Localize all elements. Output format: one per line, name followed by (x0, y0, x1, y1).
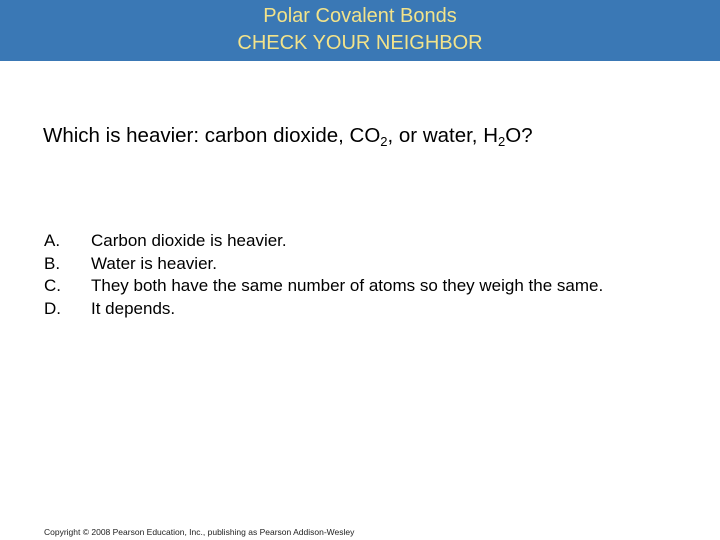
question-subscript-co2: 2 (380, 134, 388, 149)
choice-text: Water is heavier. (91, 253, 217, 273)
copyright-footer: Copyright © 2008 Pearson Education, Inc., publishing as Pearson Addison-Wesley (44, 527, 355, 537)
question-part1: Which is heavier: carbon dioxide, CO (43, 124, 381, 147)
choice-c (44, 275, 664, 298)
slide-header (0, 0, 720, 61)
choice-text: It depends. (91, 298, 176, 318)
question-part3: O? (505, 124, 533, 147)
slide-subtitle: CHECK YOUR NEIGHBOR (237, 32, 483, 54)
answer-choices (44, 230, 664, 320)
choice-text: They both have the same number of atoms so they weigh the same. (91, 276, 604, 295)
question-subscript-h2o: 2 (498, 134, 506, 149)
choice-text: Carbon dioxide is heavier. (91, 231, 287, 250)
choice-d (44, 298, 664, 321)
choice-letter: A. (44, 231, 61, 250)
question-text (43, 121, 683, 151)
choice-letter: D. (44, 298, 61, 318)
question-part2: , or water, H (387, 124, 499, 147)
choice-a (44, 230, 664, 253)
choice-letter: B. (44, 253, 61, 273)
choice-b (44, 253, 664, 276)
slide-title: Polar Covalent Bonds (263, 5, 457, 27)
choice-letter: C. (44, 276, 61, 295)
